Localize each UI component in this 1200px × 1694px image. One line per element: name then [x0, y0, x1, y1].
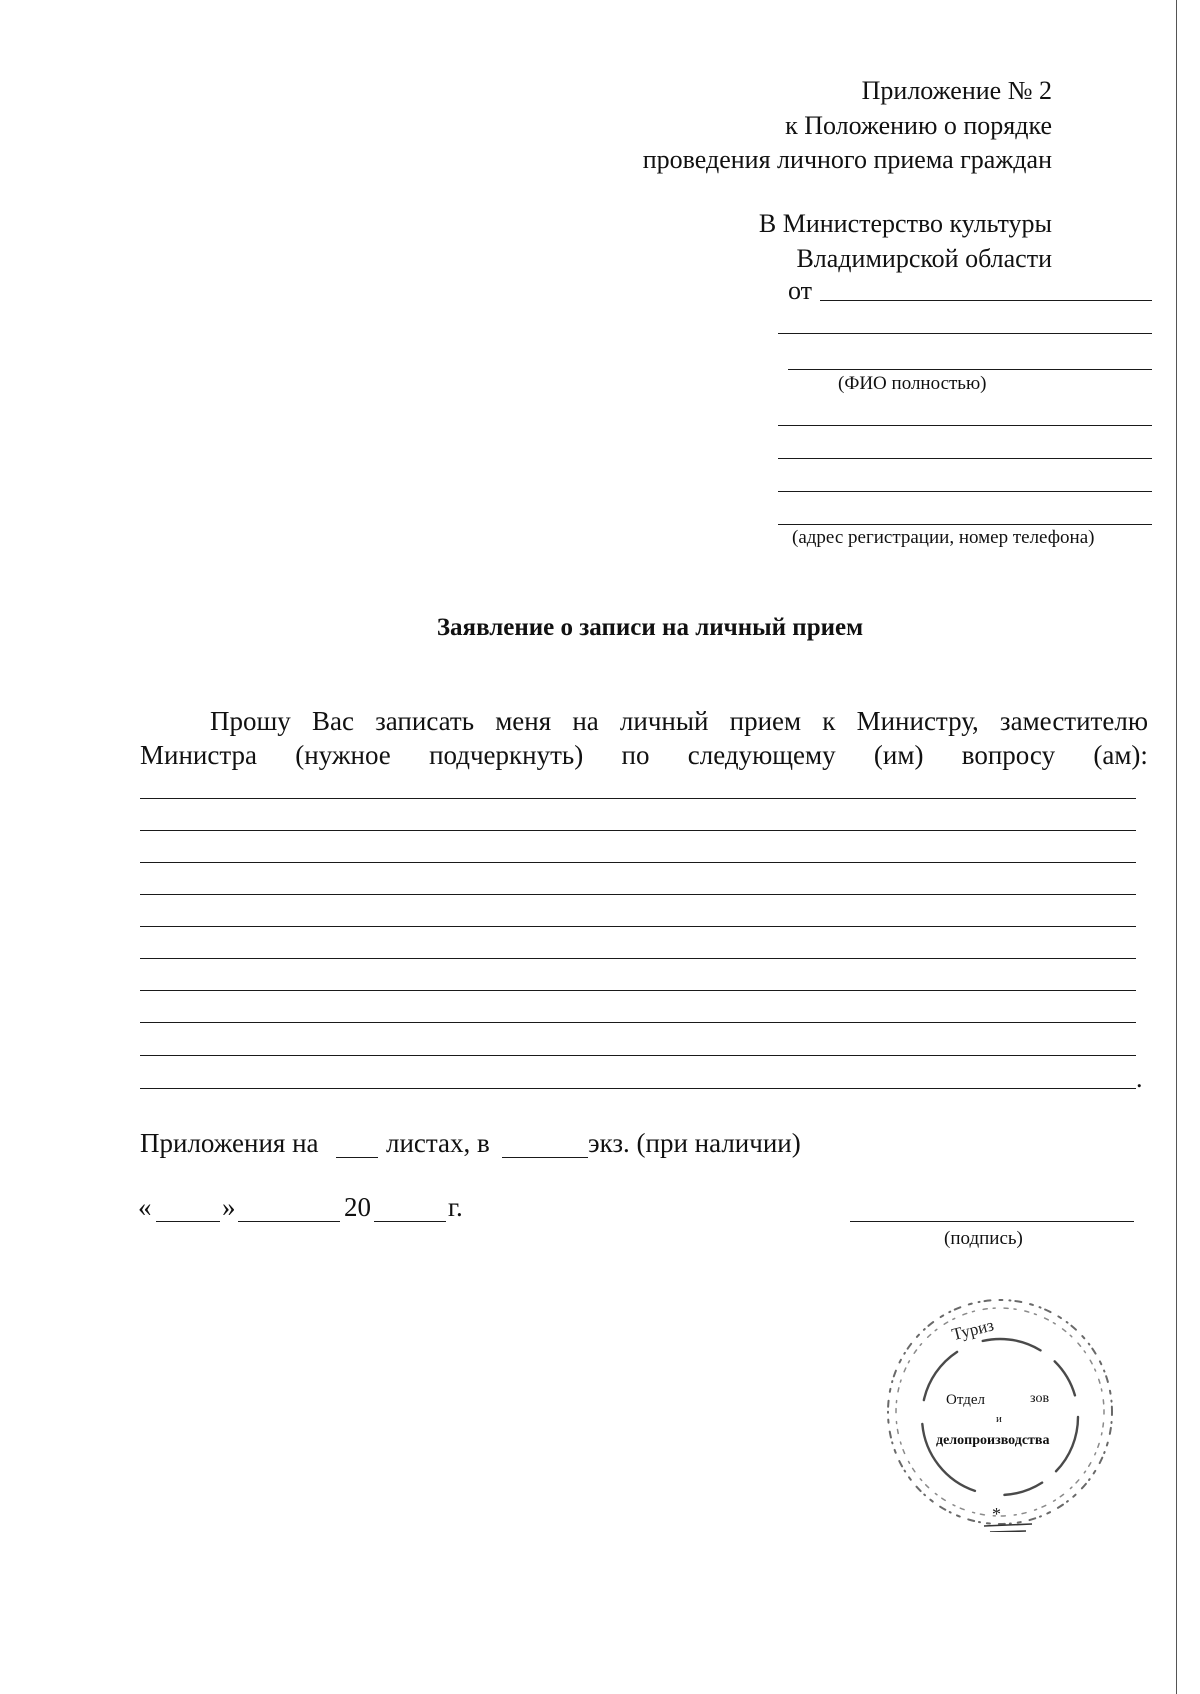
request-word: следующему — [687, 740, 836, 770]
regulation-line-1: к Положению о порядке — [785, 111, 1052, 140]
date-year-field[interactable] — [374, 1221, 446, 1222]
request-line-1: Прошу Вас записать меня на личный прием к Министру, заместителю — [210, 706, 1148, 736]
addressee-line-1: В Министерство культуры — [758, 209, 1052, 238]
date-month-field[interactable] — [238, 1221, 340, 1222]
office-stamp — [880, 1292, 1120, 1532]
request-word: (нужное — [295, 740, 391, 770]
address-field-line-4[interactable] — [778, 524, 1152, 525]
request-word: подчеркнуть) — [429, 740, 584, 770]
request-word: по — [621, 740, 650, 770]
date-day-field[interactable] — [156, 1221, 220, 1222]
regulation-line-2: проведения личного приема граждан — [642, 145, 1052, 174]
address-field-line-3[interactable] — [778, 491, 1152, 492]
attachments-prefix: Приложения на — [140, 1128, 319, 1158]
attachments-suffix: экз. (при наличии) — [588, 1128, 801, 1158]
date-open-quote: « — [138, 1192, 152, 1222]
attachments-copies-field[interactable] — [502, 1157, 588, 1158]
address-field-line-2[interactable] — [778, 458, 1152, 459]
question-line-7[interactable] — [140, 990, 1136, 991]
question-line-3[interactable] — [140, 862, 1136, 863]
from-name-field-line[interactable] — [820, 300, 1152, 301]
request-word: вопросу — [961, 740, 1056, 770]
stamp-inner-line-1: Отдел — [946, 1392, 985, 1408]
stamp-inner-line-1-end: зов — [1030, 1391, 1050, 1406]
question-line-5[interactable] — [140, 926, 1136, 927]
stamp-inner-line-3: делопроизводства — [936, 1433, 1050, 1448]
stamp-star: * — [992, 1504, 1001, 1524]
fio-caption: (ФИО полностью) — [838, 373, 987, 394]
signature-field[interactable] — [850, 1221, 1134, 1222]
attachments-sheets-field[interactable] — [336, 1157, 378, 1158]
question-line-9[interactable] — [140, 1055, 1136, 1056]
name-field-line-3[interactable] — [788, 369, 1152, 370]
attachments-middle: листах, в — [386, 1128, 490, 1158]
question-end-period: . — [1136, 1064, 1143, 1093]
request-line-2 — [140, 740, 1148, 771]
question-line-1[interactable] — [140, 798, 1136, 799]
question-line-4[interactable] — [140, 894, 1136, 895]
date-century: 20 — [344, 1192, 371, 1222]
date-year-suffix: г. — [448, 1192, 463, 1222]
address-caption: (адрес регистрации, номер телефона) — [792, 527, 1095, 548]
signature-caption: (подпись) — [944, 1228, 1023, 1249]
request-word: (им) — [873, 740, 924, 770]
document-title: Заявление о записи на личный прием — [436, 614, 864, 641]
appendix-number: Приложение № 2 — [861, 76, 1052, 105]
from-label: от — [788, 276, 813, 305]
address-field-line-1[interactable] — [778, 425, 1152, 426]
stamp-inner-line-2: и — [996, 1413, 1002, 1425]
stamp-top-text: Туриз — [949, 1315, 996, 1345]
addressee-line-2: Владимирской области — [796, 244, 1052, 273]
question-line-6[interactable] — [140, 958, 1136, 959]
question-line-2[interactable] — [140, 830, 1136, 831]
question-line-8[interactable] — [140, 1022, 1136, 1023]
name-field-line-2[interactable] — [778, 333, 1152, 334]
date-close-quote: » — [222, 1192, 236, 1222]
page-edge-line — [1176, 0, 1177, 1694]
question-line-10[interactable] — [140, 1088, 1136, 1089]
request-word: Министра — [140, 740, 257, 770]
request-word: (ам): — [1093, 740, 1148, 770]
